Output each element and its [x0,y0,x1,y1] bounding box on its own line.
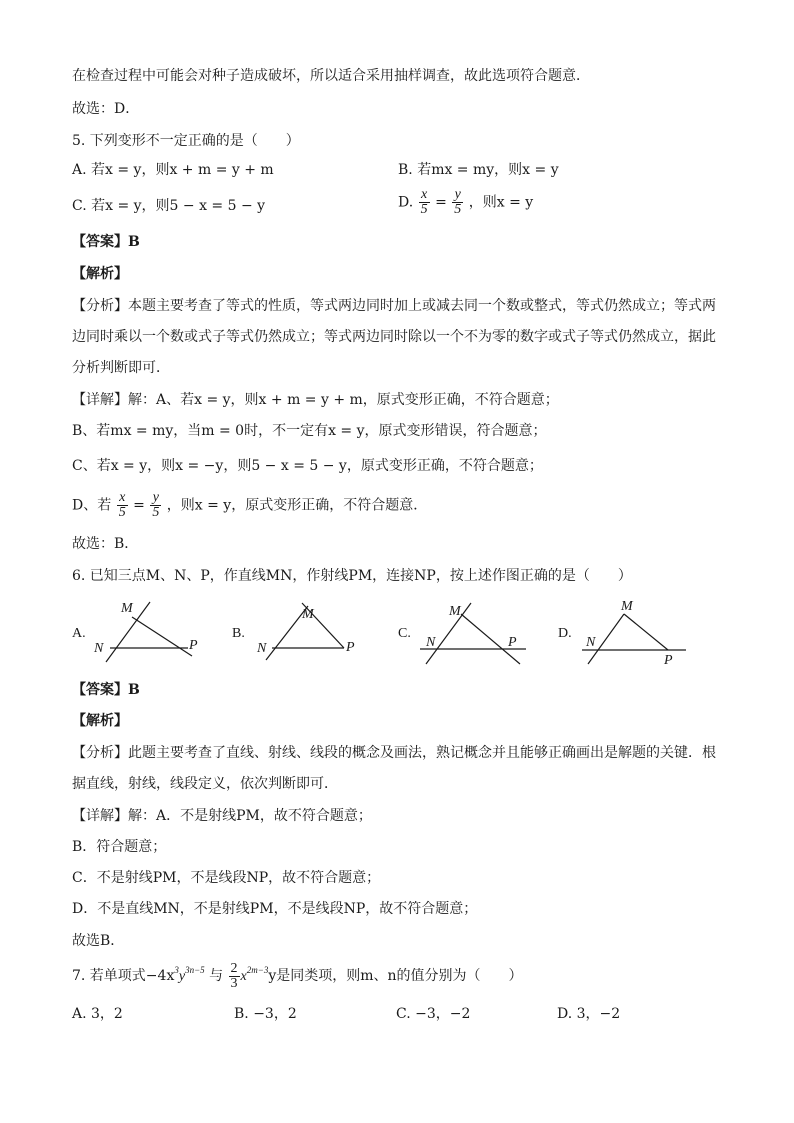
q6-figure-c-label: C. [398,626,411,641]
q6-stem: 6. 已知三点M、N、P，作直线MN，作射线PM，连接NP，按上述作图正确的是（ ） [72,568,632,584]
q6-figure-b-label: B. [232,626,245,641]
q5-detail-d-fraction-y: $\frac{y}{5}$ [152,490,160,520]
q5-answer: 【答案】B [72,234,140,250]
q5-detail-d-fraction-x: $\frac{x}{5}$ [118,490,126,520]
q5-option-d-fraction-y: $\frac{y}{5}$ [454,187,462,217]
q7-stem [72,960,523,991]
q7-var-x: x [240,969,247,984]
q7-option-d: D. 3，−2 [557,1006,621,1022]
q6-c-point-n: N [426,635,436,650]
q5-option-d-condition: ，则x = y [468,194,534,211]
q7-option-c: C. −3，−2 [396,1006,471,1022]
q7-connector: 与 [209,968,224,984]
q5-analysis-line-3: 分析判断即可． [72,360,170,376]
previous-conclusion: 故选：D． [72,101,140,117]
q6-conclusion: 故选B． [72,933,125,949]
q5-option-d-fraction-x: $\frac{x}{5}$ [420,187,428,217]
q6-answer: 【答案】B [72,682,140,698]
q6-analysis-line-2: 据直线，射线，线段定义，依次判断即可． [72,776,338,792]
q5-detail-c: C、若x = y，则x = −y，则5 − x = 5 − y，原式变形正确，不符合题意； [72,458,543,474]
q6-b-point-p: P [346,640,355,655]
q5-analysis-line-2: 边同时乘以一个数或式子等式仍然成立；等式两边同时除以一个不为零的数字或式子等式仍然成立，据此 [72,329,716,345]
q6-b-point-n: N [257,641,267,656]
q6-d-segment-mp [624,614,668,650]
q6-c-point-m: M [449,604,461,619]
q7-fraction: $\frac{2}{3}$ [230,960,238,991]
q5-detail-d-prefix: D、若 [72,497,112,514]
q6-a-point-p: P [189,638,198,653]
q6-d-point-n: N [586,635,596,650]
q5-option-c: C. 若x = y，则5 − x = 5 − y [72,198,266,214]
q7-exp-2: 3n−5 [185,965,205,975]
q6-figure-c [420,603,526,664]
q6-figure-d-label: D. [558,626,572,641]
q6-d-point-p: P [664,653,673,668]
q5-detail-b: B、若mx = my，当m = 0时，不一定有x = y，原式变形错误，符合题意； [72,423,547,439]
q6-a-segment-mp [132,617,192,656]
q7-stem-prefix: 7. 若单项式−4x [72,968,175,984]
q6-a-point-n: N [94,641,104,656]
q5-option-d [398,188,533,217]
q5-detail-a: 【详解】解：A、若x = y，则x + m = y + m，原式变形正确，不符合题意； [72,392,559,408]
previous-explanation: 在检查过程中可能会对种子造成破坏，所以适合采用抽样调查，故此选项符合题意． [72,68,590,84]
q7-var-y: y [178,969,186,984]
q7-exp-3: 2m−3 [246,965,269,975]
q6-b-point-m: M [302,607,314,622]
q5-detail-d-equals: = [133,497,145,514]
q7-option-b: B. −3，2 [234,1006,297,1022]
q6-detail-3: C．不是射线PM，不是线段NP，故不符合题意； [72,870,381,886]
q6-analysis-heading: 【解析】 [72,713,128,729]
q7-stem-suffix: y是同类项，则m、n的值分别为（ ） [268,968,523,984]
q6-a-point-m: M [121,601,133,616]
q6-figure-a [106,602,192,662]
q6-detail-4: D．不是直线MN，不是射线PM，不是线段NP，故不符合题意； [72,901,478,917]
q5-conclusion: 故选：B． [72,536,139,552]
q6-detail-2: B．符合题意； [72,839,167,855]
q7-exp-1: 3 [174,965,179,975]
q5-stem: 5. 下列变形不一定正确的是（ ） [72,133,300,149]
q6-figures [68,598,748,673]
q5-option-a: A. 若x = y，则x + m = y + m [72,162,274,178]
q5-detail-d-suffix: ，则x = y，原式变形正确，不符合题意． [166,497,428,514]
q5-option-b: B. 若mx = my，则x = y [398,162,559,178]
q6-figure-a-label: A. [72,626,86,641]
q5-detail-d [72,491,427,520]
q5-analysis-heading: 【解析】 [72,266,128,282]
q6-d-point-m: M [621,599,633,614]
q6-detail-1: 【详解】解：A．不是射线PM，故不符合题意； [72,808,372,824]
q5-option-d-label: D. [398,194,414,211]
q5-analysis-line-1: 【分析】本题主要考查了等式的性质，等式两边同时加上或减去同一个数或整式，等式仍然成立；等式两 [72,298,716,314]
q6-analysis-line-1: 【分析】此题主要考查了直线、射线、线段的概念及画法，熟记概念并且能够正确画出是解题的关键．根 [72,745,716,761]
q5-option-d-equals: = [435,194,447,211]
q7-option-a: A. 3，2 [72,1006,123,1022]
q6-c-point-p: P [508,635,517,650]
